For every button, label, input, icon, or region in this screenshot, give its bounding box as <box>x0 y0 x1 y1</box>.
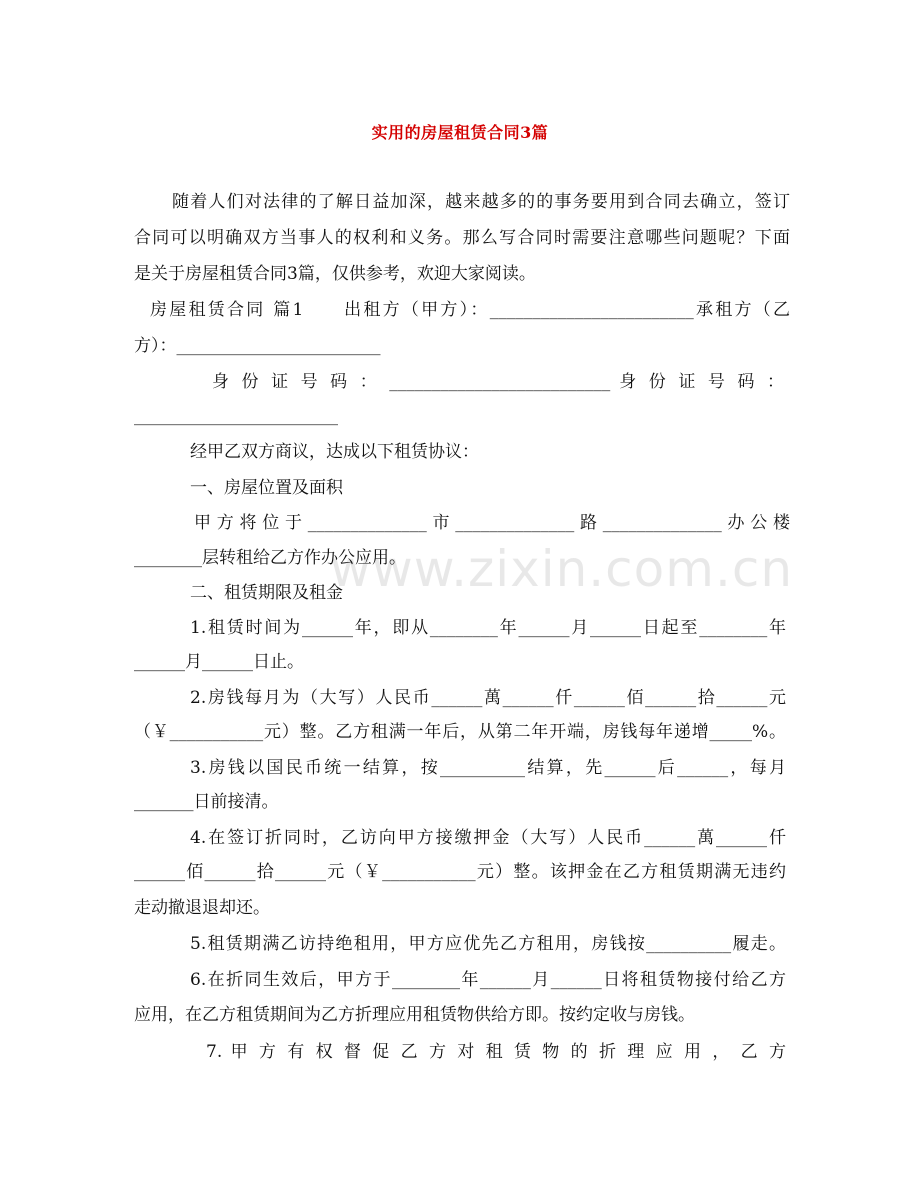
parties-line-1: 房屋租赁合同 篇1 出租方（甲方）：________________________承租方（乙 <box>150 300 790 320</box>
clause-1-line-2: ______月______日止。 <box>134 652 304 672</box>
clause-7-line-1: 7. 甲 方 有 权 督 促 乙 方 对 租 赁 物 的 折 理 应 用 ， 乙 方 <box>206 1042 786 1062</box>
intro-line-3: 是关于房屋租赁合同3篇，仅供参考，欢迎大家阅读。 <box>134 264 536 284</box>
clause-2-line-1: 2.房钱每月为（大写）人民币______萬______仟______佰______拾______元 <box>190 688 786 708</box>
section-2-heading: 二、租赁期限及租金 <box>190 583 343 603</box>
document-title: 实用的房屋租赁合同3篇 <box>371 123 549 142</box>
watermark: www.zixin.com.cn <box>330 540 794 598</box>
clause-4-line-1: 4.在签订折同时，乙访向甲方接缴押金（大写）人民币______萬______仟 <box>190 828 786 848</box>
intro-line-2: 合同可以明确双方当事人的权利和义务。那么写合同时需要注意哪些问题呢？下面 <box>134 228 790 248</box>
parties-line-2: 方）：________________________ <box>134 336 381 356</box>
clause-1-line-1: 1.租赁时间为______年，即从________年______月______日起至________年 <box>190 618 786 638</box>
location-line-1: 甲方将位于______________市______________路______________办公楼 <box>194 513 790 533</box>
section-1-heading: 一、房屋位置及面积 <box>190 478 343 498</box>
id-line-2: ________________________ <box>134 406 338 426</box>
id-line-1: 身 份 证 号 码 ： __________________________ 身 份 证 号 码 ： <box>212 372 784 392</box>
location-line-2: ________层转租给乙方作办公应用。 <box>134 548 406 568</box>
clause-6-line-1: 6.在折同生效后，甲方于________年______月______日将租赁物接付给乙方 <box>190 970 786 990</box>
clause-3-line-2: _______日前接清。 <box>134 792 279 812</box>
clause-5-line-1: 5.租赁期满乙访持绝租用，甲方应优先乙方租用，房钱按__________履走。 <box>190 934 786 954</box>
clause-6-line-2: 应用，在乙方租赁期间为乙方折理应用租赁物供给方即。按约定收与房钱。 <box>134 1005 695 1025</box>
clause-4-line-3: 走动撤退退却还。 <box>134 898 270 918</box>
intro-line-1: 随着人们对法律的了解日益加深，越来越多的的事务要用到合同去确立，签订 <box>172 192 790 212</box>
clause-4-line-2: ______佰______拾______元（￥___________元）整。该押金在乙方租赁期满无违约 <box>134 862 786 882</box>
clause-3-line-1: 3.房钱以国民币统一结算，按__________结算，先______后______，每月 <box>190 758 786 778</box>
clause-2-line-2: （￥___________元）整。乙方租满一年后，从第二年开端，房钱每年递增_____%。 <box>134 722 786 742</box>
agreement-intro: 经甲乙双方商议，达成以下租赁协议： <box>190 442 479 462</box>
